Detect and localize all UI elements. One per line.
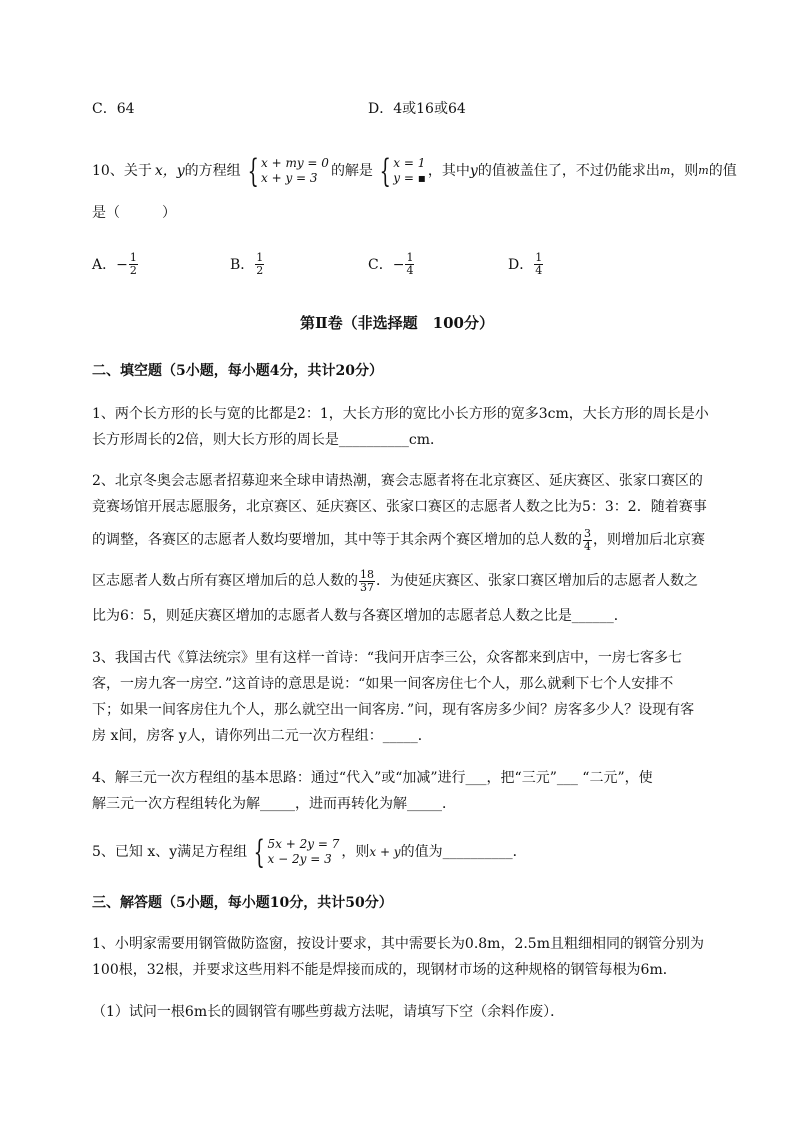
solution-system bbox=[375, 152, 426, 190]
s2-q2-line4 bbox=[92, 566, 698, 596]
option-label: B． bbox=[230, 256, 255, 273]
q10-mid2: 的解是 bbox=[330, 163, 373, 179]
q10-prefix: 10、关于 bbox=[92, 163, 152, 179]
q10-mid4: 的值被盖住了，不过仍能求出 bbox=[477, 163, 660, 179]
system1-eq1: x + my = 0 bbox=[261, 156, 329, 170]
q10-end: 的值 bbox=[708, 163, 737, 179]
s2-q2-line1: 2、北京冬奥会志愿者招募迎来全球申请热潮，赛会志愿者将在北京赛区、延庆赛区、张家口赛区的 bbox=[92, 473, 703, 489]
s2-q2-line5: 比为6：5，则延庆赛区增加的志愿者人数与各赛区增加的志愿者总人数之比是______． bbox=[92, 608, 628, 624]
s2-q2-line2: 竞赛场馆开展志愿服务，北京赛区、延庆赛区、张家口赛区的志愿者人数之比为5：3：2．随着赛事 bbox=[92, 499, 707, 515]
brace-icon: { bbox=[247, 152, 259, 190]
s2-q1-line1: 1、两个长方形的长与宽的比都是2：1，大长方形的宽比小长方形的宽多3cm，大长方形的周长是小 bbox=[92, 406, 709, 422]
q5-eq2: x − 2y = 3 bbox=[267, 852, 332, 866]
fraction: $\frac{1}{4}$ bbox=[406, 251, 414, 277]
s2-q3-line2: 客，一房九客一房空．”这首诗的意思是说：“如果一间客房住七个人，那么就剩下七个人安排不 bbox=[92, 676, 674, 692]
equation-system-1 bbox=[243, 152, 329, 190]
option-c: C．64 bbox=[92, 101, 135, 117]
brace-icon: { bbox=[379, 152, 391, 190]
text: 区志愿者人数占所有赛区增加后的总人数的 bbox=[92, 573, 358, 589]
section2-heading: 二、填空题（5小题，每小题4分，共计20分） bbox=[92, 363, 383, 379]
part2-title: 第Ⅱ卷（非选择题 100分） bbox=[300, 314, 494, 332]
s2-q3-line1: 3、我国古代《算法统宗》里有这样一首诗：“我问开店李三公，众客都来到店中，一房七客多七 bbox=[92, 650, 683, 666]
q10-mid3: ，其中 bbox=[427, 163, 470, 179]
q5-eq1: 5x + 2y = 7 bbox=[267, 837, 340, 851]
text: ，则增加后北京赛 bbox=[593, 532, 705, 548]
q10-option-d bbox=[508, 252, 544, 277]
text: ，则 bbox=[341, 844, 370, 860]
s2-q3-line3: 下；如果一间客房住九个人，那么就空出一间客房．”问，现有客房多少间？房客多少人？设现有客 bbox=[92, 702, 695, 718]
s2-q5 bbox=[92, 834, 527, 870]
q10-option-b bbox=[230, 252, 265, 277]
s3-q1-line1: 1、小明家需要用钢管做防盗窗，按设计要求，其中需要长为0.8m，2.5m且粗细相同的钢管分别为 bbox=[92, 936, 704, 952]
option-d: D．4或16或64 bbox=[368, 101, 466, 117]
fraction-18-37: $\frac{18}{37}$ bbox=[360, 567, 374, 594]
equation-system-q5 bbox=[249, 833, 340, 871]
solution-eq1: x = 1 bbox=[393, 156, 426, 170]
q10-mid1: 的方程组 bbox=[184, 163, 241, 179]
text: ．为使延庆赛区、张家口赛区增加后的志愿者人数之 bbox=[376, 573, 698, 589]
q5-expr: x + y bbox=[369, 845, 401, 859]
s3-q1-sub1: （1）试问一根6m长的圆钢管有哪些剪裁方法呢，请填写下空（余料作废）． bbox=[92, 1004, 565, 1020]
solution-eq2: y = ▪ bbox=[393, 171, 426, 185]
s2-q2-line3 bbox=[92, 525, 705, 555]
text: 的值为__________． bbox=[400, 844, 527, 860]
text: 的调整，各赛区的志愿者人数均要增加，其中等于其余两个赛区增加的总人数的 bbox=[92, 532, 582, 548]
option-label: C．− bbox=[368, 256, 405, 273]
option-label: A．− bbox=[92, 256, 128, 273]
q10-y: y bbox=[469, 163, 478, 179]
fraction: $\frac{1}{4}$ bbox=[535, 251, 543, 277]
q10-vars: x，y bbox=[154, 163, 185, 179]
fraction: $\frac{1}{2}$ bbox=[256, 251, 264, 277]
text: 5、已知 x、y满足方程组 bbox=[92, 844, 248, 860]
question-10 bbox=[92, 153, 737, 189]
q10-option-a bbox=[92, 252, 139, 277]
fraction-3-4: $\frac{3}{4}$ bbox=[584, 526, 591, 553]
s2-q3-line4: 房 x间，房客 y人，请你列出二元一次方程组：_____． bbox=[92, 728, 432, 744]
s3-q1-line2: 100根，32根，并要求这些用料不能是焊接而成的，现钢材市场的这种规格的钢管每根为6m． bbox=[92, 962, 677, 978]
s2-q4-line2: 解三元一次方程组转化为解_____，进而再转化为解_____． bbox=[92, 796, 456, 812]
q10-option-c bbox=[368, 252, 415, 277]
fraction: $\frac{1}{2}$ bbox=[129, 251, 137, 277]
section3-heading: 三、解答题（5小题，每小题10分，共计50分） bbox=[92, 895, 393, 911]
s2-q4-line1: 4、解三元一次方程组的基本思路：通过“代入”或“加减”进行___，把“三元”___ “二元”，使 bbox=[92, 770, 653, 786]
option-label: D． bbox=[508, 256, 534, 273]
q10-line2: 是（ ） bbox=[92, 205, 176, 221]
s2-q1-line2: 长方形周长的2倍，则大长方形的周长是__________cm． bbox=[92, 432, 445, 448]
q10-m2: m bbox=[698, 164, 709, 177]
brace-icon: { bbox=[253, 833, 265, 871]
q10-mid5: ，则 bbox=[670, 163, 699, 179]
system1-eq2: x + y = 3 bbox=[261, 171, 318, 185]
q10-m: m bbox=[659, 164, 671, 177]
